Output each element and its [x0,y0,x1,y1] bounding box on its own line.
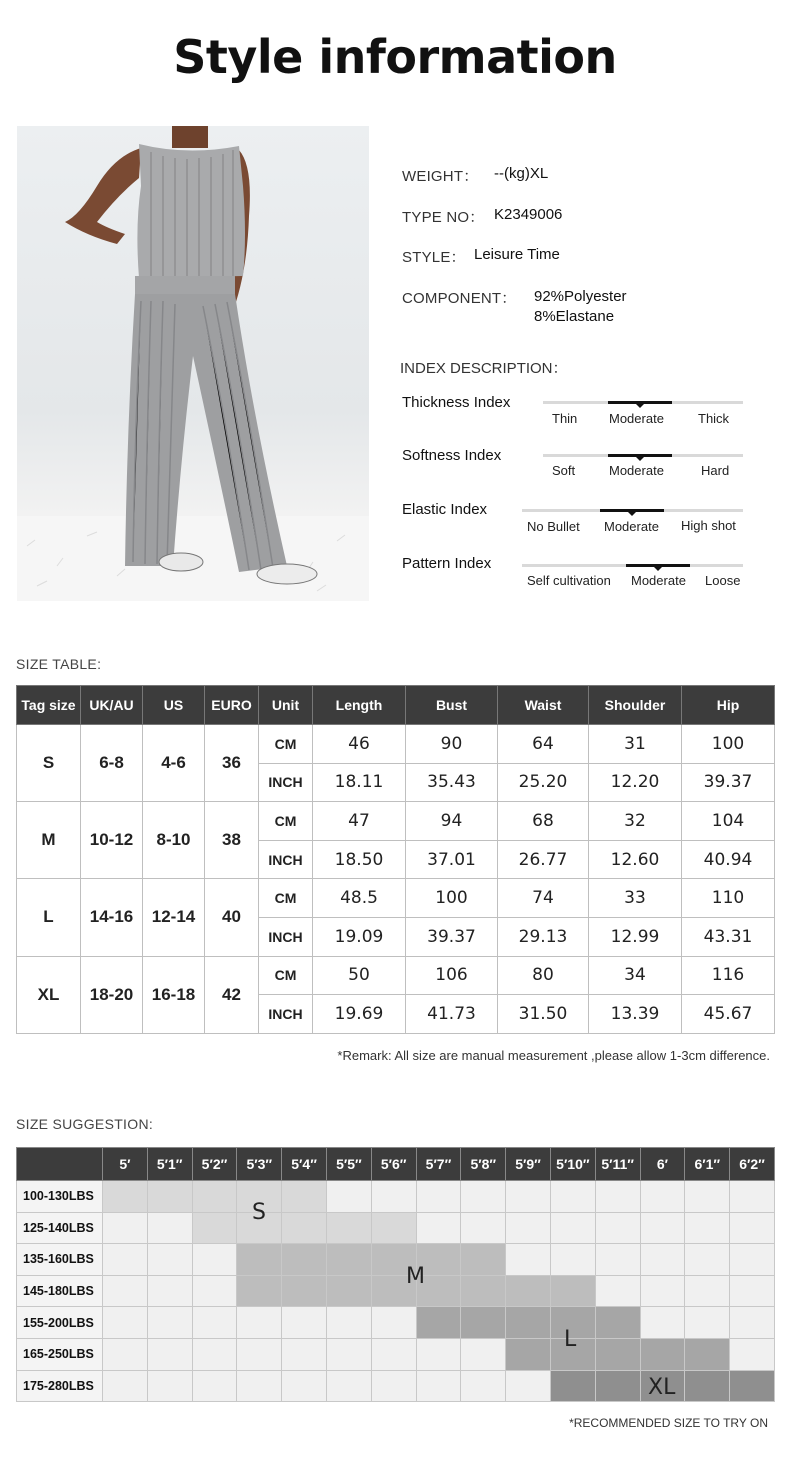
bust-cell: 37.01 [406,840,498,879]
size-table-header-row [17,686,775,725]
uk-size-cell: 10-12 [81,802,143,879]
suggestion-cell [685,1307,730,1339]
suggestion-cell [282,1181,327,1213]
suggestion-cell [192,1338,237,1370]
euro-size-cell: 36 [205,725,259,802]
height-header-cell: 5′ [103,1148,148,1181]
table-row [17,1307,775,1339]
suggestion-cell [103,1370,148,1402]
suggestion-cell [550,1244,595,1276]
component-row [402,287,627,325]
height-header-cell: 5′7″ [416,1148,461,1181]
suggestion-cell [461,1275,506,1307]
waist-cell: 74 [498,879,589,918]
bust-cell: 106 [406,956,498,995]
bust-cell: 39.37 [406,917,498,956]
style-row [402,246,560,267]
euro-size-cell: 40 [205,879,259,956]
weight-row-header: 100-130LBS [17,1181,103,1213]
elastic-label-mid: Moderate [604,519,659,534]
suggestion-cell [730,1244,775,1276]
bust-cell: 94 [406,802,498,841]
pattern-pointer-icon [654,567,662,571]
suggestion-cell [640,1307,685,1339]
suggestion-cell [147,1307,192,1339]
unit-cell: CM [259,725,313,764]
component-line-2: 8%Elastane [534,308,615,325]
suggestion-cell [326,1244,371,1276]
suggestion-cell [506,1370,551,1402]
suggestion-cell [192,1370,237,1402]
suggestion-cell [282,1212,327,1244]
length-cell: 18.11 [313,763,406,802]
suggestion-cell [371,1370,416,1402]
suggestion-cell [416,1307,461,1339]
suggestion-cell [550,1370,595,1402]
bust-cell: 100 [406,879,498,918]
length-cell: 46 [313,725,406,764]
suggestion-cell [685,1212,730,1244]
hip-cell: 104 [682,802,775,841]
suggestion-cell [103,1181,148,1213]
elastic-label-low: No Bullet [527,519,580,534]
suggestion-cell [461,1338,506,1370]
suggestion-cell [461,1212,506,1244]
us-size-cell: 4-6 [143,725,205,802]
size-suggestion-label: SIZE SUGGESTION: [16,1116,154,1132]
page-title: Style information [173,30,617,84]
unit-cell: INCH [259,995,313,1034]
suggestion-cell [685,1275,730,1307]
size-table [16,685,775,1034]
suggestion-cell [147,1244,192,1276]
softness-label-mid: Moderate [609,463,664,478]
weight-row-header: 125-140LBS [17,1212,103,1244]
elastic-pointer-icon [628,512,636,516]
shoulder-cell: 12.99 [589,917,682,956]
header-length: Length [313,686,406,725]
height-header-cell: 5′1″ [147,1148,192,1181]
suggestion-cell [326,1370,371,1402]
size-suggestion-table [16,1147,775,1402]
suggestion-cell [595,1181,640,1213]
size-letter-xl: XL [648,1375,676,1400]
header-euro: EURO [205,686,259,725]
table-row [17,879,775,918]
header-waist: Waist [498,686,589,725]
shoulder-cell: 12.60 [589,840,682,879]
hip-cell: 39.37 [682,763,775,802]
pattern-label-high: Loose [705,573,741,588]
suggestion-cell [237,1275,282,1307]
suggestion-cell [416,1181,461,1213]
suggestion-cell [461,1370,506,1402]
suggestion-cell [506,1275,551,1307]
height-header-cell: 5′10″ [550,1148,595,1181]
pattern-label-low: Self cultivation [527,573,611,588]
tag-size-cell: M [17,802,81,879]
hip-cell: 43.31 [682,917,775,956]
size-remark: *Remark: All size are manual measurement ,please allow 1-3cm difference. [337,1048,770,1063]
table-row [17,956,775,995]
suggestion-cell [685,1181,730,1213]
suggestion-cell [685,1370,730,1402]
suggestion-cell [506,1212,551,1244]
suggestion-cell [416,1338,461,1370]
shoulder-cell: 31 [589,725,682,764]
pattern-index-name: Pattern Index [402,555,492,572]
tag-size-cell: XL [17,956,81,1033]
suggestion-cell [282,1244,327,1276]
elastic-index-name: Elastic Index [402,501,488,518]
euro-size-cell: 38 [205,802,259,879]
suggestion-cell [685,1244,730,1276]
height-header-cell: 6′1″ [685,1148,730,1181]
length-cell: 19.09 [313,917,406,956]
type-row [402,206,563,227]
length-cell: 47 [313,802,406,841]
hip-cell: 116 [682,956,775,995]
suggestion-cell [416,1212,461,1244]
table-row [17,802,775,841]
thickness-pointer-icon [636,404,644,408]
suggestion-cell [192,1307,237,1339]
suggestion-cell [103,1212,148,1244]
weight-value: --(kg)XL [494,165,549,182]
suggestion-cell [326,1275,371,1307]
euro-size-cell: 42 [205,956,259,1033]
weight-row [402,165,549,186]
suggestion-cell [595,1370,640,1402]
unit-cell: CM [259,802,313,841]
suggestion-cell [237,1338,282,1370]
bust-cell: 90 [406,725,498,764]
corner-cell [17,1148,103,1181]
component-line-1: 92%Polyester [534,288,627,305]
thickness-label-high: Thick [698,411,730,426]
table-row [17,725,775,764]
waist-cell: 26.77 [498,840,589,879]
type-value: K2349006 [494,206,563,223]
thickness-label-mid: Moderate [609,411,664,426]
suggestion-cell [103,1244,148,1276]
weight-row-header: 145-180LBS [17,1275,103,1307]
suggestion-cell [595,1338,640,1370]
unit-cell: CM [259,956,313,995]
suggestion-cell [103,1275,148,1307]
suggestion-cell [326,1338,371,1370]
suggestion-cell [730,1370,775,1402]
suggestion-cell [640,1338,685,1370]
suggestion-cell [685,1338,730,1370]
size-letter-m: M [406,1264,425,1289]
suggestion-cell [371,1181,416,1213]
suggestion-cell [237,1307,282,1339]
suggestion-cell [192,1212,237,1244]
softness-pointer-icon [636,457,644,461]
uk-size-cell: 6-8 [81,725,143,802]
suggestion-cell [326,1212,371,1244]
pattern-label-mid: Moderate [631,573,686,588]
tag-size-cell: L [17,879,81,956]
softness-index-name: Softness Index [402,447,502,464]
length-cell: 50 [313,956,406,995]
table-row [17,1244,775,1276]
weight-label: WEIGHT： [402,168,479,185]
suggestion-cell [371,1212,416,1244]
suggestion-cell [595,1212,640,1244]
shoulder-cell: 32 [589,802,682,841]
unit-cell: INCH [259,917,313,956]
component-label: COMPONENT： [402,290,517,307]
tag-size-cell: S [17,725,81,802]
table-row [17,1338,775,1370]
height-header-cell: 5′11″ [595,1148,640,1181]
suggestion-cell [237,1244,282,1276]
shoulder-cell: 12.20 [589,763,682,802]
us-size-cell: 16-18 [143,956,205,1033]
suggestion-cell [640,1275,685,1307]
suggestion-cell [730,1212,775,1244]
hip-cell: 40.94 [682,840,775,879]
suggestion-cell [640,1244,685,1276]
suggestion-cell [550,1212,595,1244]
height-header-row [17,1148,775,1181]
suggestion-cell [371,1307,416,1339]
size-letter-l: L [564,1327,577,1352]
suggestion-cell [461,1244,506,1276]
unit-cell: INCH [259,840,313,879]
us-size-cell: 12-14 [143,879,205,956]
suggestion-cell [371,1338,416,1370]
suggestion-cell [730,1338,775,1370]
recommend-note: *RECOMMENDED SIZE TO TRY ON [569,1416,768,1430]
waist-cell: 25.20 [498,763,589,802]
header-uk-au: UK/AU [81,686,143,725]
suggestion-cell [147,1338,192,1370]
height-header-cell: 5′6″ [371,1148,416,1181]
suggestion-cell [237,1370,282,1402]
header-shoulder: Shoulder [589,686,682,725]
shoulder-cell: 13.39 [589,995,682,1034]
suggestion-cell [282,1307,327,1339]
size-table-label: SIZE TABLE: [16,656,102,672]
length-cell: 19.69 [313,995,406,1034]
suggestion-cell [595,1244,640,1276]
thickness-index-name: Thickness Index [402,394,511,411]
suggestion-cell [730,1307,775,1339]
waist-cell: 80 [498,956,589,995]
header-bust: Bust [406,686,498,725]
suggestion-cell [730,1181,775,1213]
suggestion-cell [550,1181,595,1213]
length-cell: 48.5 [313,879,406,918]
table-row [17,1181,775,1213]
hip-cell: 45.67 [682,995,775,1034]
suggestion-cell [550,1275,595,1307]
height-header-cell: 5′5″ [326,1148,371,1181]
suggestion-cell [506,1244,551,1276]
suggestion-cell [147,1212,192,1244]
suggestion-cell [147,1370,192,1402]
suggestion-cell [282,1370,327,1402]
us-size-cell: 8-10 [143,802,205,879]
hip-cell: 110 [682,879,775,918]
hip-cell: 100 [682,725,775,764]
shoulder-cell: 34 [589,956,682,995]
style-value: Leisure Time [474,246,560,263]
unit-cell: INCH [259,763,313,802]
height-header-cell: 5′2″ [192,1148,237,1181]
header-tag-size: Tag size [17,686,81,725]
header-unit: Unit [259,686,313,725]
thickness-label-low: Thin [552,411,578,426]
header-hip: Hip [682,686,775,725]
type-label: TYPE NO： [402,209,485,226]
suggestion-cell [416,1370,461,1402]
waist-cell: 31.50 [498,995,589,1034]
waist-cell: 68 [498,802,589,841]
header-us: US [143,686,205,725]
weight-row-header: 155-200LBS [17,1307,103,1339]
table-row [17,1275,775,1307]
length-cell: 18.50 [313,840,406,879]
softness-label-high: Hard [701,463,730,478]
suggestion-cell [282,1275,327,1307]
suggestion-cell [461,1181,506,1213]
bust-cell: 41.73 [406,995,498,1034]
suggestion-cell [192,1275,237,1307]
suggestion-cell [595,1275,640,1307]
shoulder-cell: 33 [589,879,682,918]
table-row [17,1212,775,1244]
suggestion-cell [506,1181,551,1213]
suggestion-cell [147,1181,192,1213]
unit-cell: CM [259,879,313,918]
suggestion-cell [640,1212,685,1244]
product-photo [17,126,369,601]
height-header-cell: 6′2″ [730,1148,775,1181]
suggestion-cell [282,1338,327,1370]
uk-size-cell: 18-20 [81,956,143,1033]
suggestion-cell [730,1275,775,1307]
suggestion-cell [640,1181,685,1213]
waist-cell: 64 [498,725,589,764]
suggestion-cell [326,1181,371,1213]
suggestion-cell [192,1244,237,1276]
height-header-cell: 5′8″ [461,1148,506,1181]
bust-cell: 35.43 [406,763,498,802]
height-header-cell: 6′ [640,1148,685,1181]
suggestion-cell [326,1307,371,1339]
weight-row-header: 165-250LBS [17,1338,103,1370]
height-header-cell: 5′3″ [237,1148,282,1181]
uk-size-cell: 14-16 [81,879,143,956]
suggestion-cell [595,1307,640,1339]
weight-row-header: 135-160LBS [17,1244,103,1276]
style-label: STYLE： [402,249,466,266]
suggestion-cell [506,1338,551,1370]
suggestion-cell [147,1275,192,1307]
height-header-cell: 5′9″ [506,1148,551,1181]
suggestion-cell [103,1338,148,1370]
elastic-label-high: High shot [681,518,736,533]
weight-row-header: 175-280LBS [17,1370,103,1402]
suggestion-cell [192,1181,237,1213]
index-description-title: INDEX DESCRIPTION： [400,360,568,377]
softness-label-low: Soft [552,463,576,478]
size-letter-s: S [252,1200,266,1225]
suggestion-cell [103,1307,148,1339]
waist-cell: 29.13 [498,917,589,956]
suggestion-cell [461,1307,506,1339]
height-header-cell: 5′4″ [282,1148,327,1181]
suggestion-cell [506,1307,551,1339]
